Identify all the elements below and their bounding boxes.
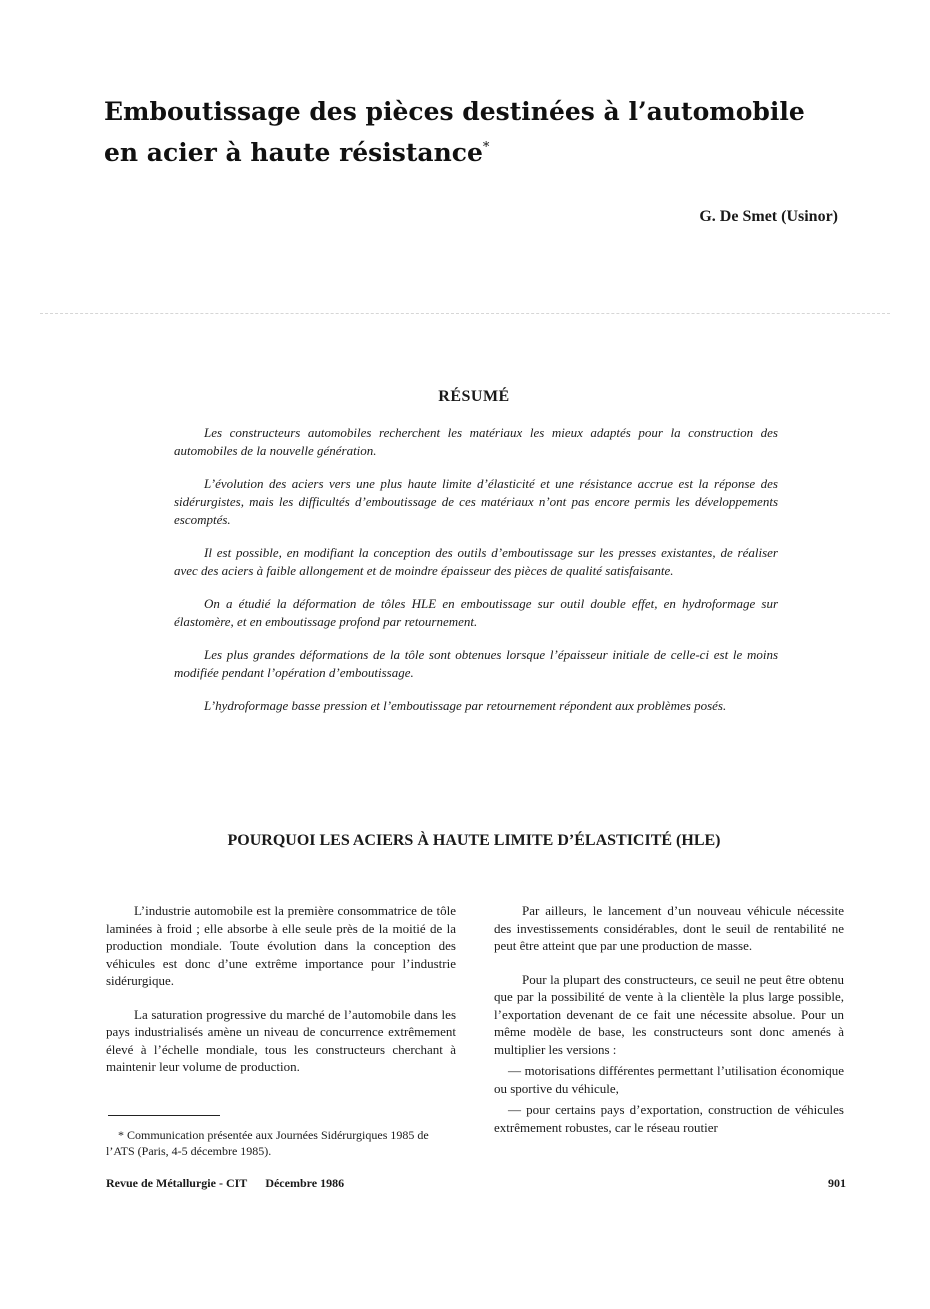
body-paragraph: Par ailleurs, le lancement d’un nouveau véhicule nécessite des investissements considérables, dont le seuil de rentabilité ne peut être atteint que par une production de masse. — [494, 903, 844, 953]
abstract-body — [174, 424, 778, 730]
title-line-2: en acier à haute résistance — [104, 138, 483, 167]
abstract-paragraph: Les plus grandes déformations de la tôle sont obtenues lorsque l’épaisseur initiale de celle-ci est le moins modifiée pendant l’opération d’emboutissage. — [174, 647, 778, 680]
footnote: * Communication présentée aux Journées Sidérurgiques 1985 de l’ATS (Paris, 4-5 décembre 1985). — [106, 1128, 429, 1158]
footnote-divider — [108, 1115, 220, 1116]
left-column — [106, 902, 456, 1092]
abstract-paragraph: Les constructeurs automobiles recherchent les matériaux les mieux adaptés pour la construction des automobiles de la nouvelle génération. — [174, 425, 778, 458]
header-divider — [40, 313, 890, 314]
list-item: — pour certains pays d’exportation, construction de véhicules extrêmement robustes, car le réseau routier — [494, 1102, 844, 1135]
abstract-paragraph: L’hydroformage basse pression et l’emboutissage par retournement répondent aux problèmes posés. — [204, 698, 727, 713]
abstract-paragraph: L’évolution des aciers vers une plus haute limite d’élasticité et une résistance accrue est la réponse des sidérurgistes, mais les difficultés d’emboutissage de ces matériaux n’ont pas encore permis les développements escomptés. — [174, 476, 778, 527]
section-heading: POURQUOI LES ACIERS À HAUTE LIMITE D’ÉLASTICITÉ (HLE) — [227, 832, 721, 849]
journal-footer — [106, 1176, 344, 1191]
issue-date: Décembre 1986 — [265, 1176, 345, 1190]
title-line-1: Emboutissage des pièces destinées à l’automobile — [104, 97, 805, 126]
body-paragraph: L’industrie automobile est la première consommatrice de tôle laminées à froid ; elle absorbe à elle seule près de la moitié de la production mondiale. Toute évolution dans la conception des véhicules est donc d’une extrême importance pour l’industrie sidérurgique. — [106, 903, 456, 988]
abstract-paragraph: On a étudié la déformation de tôles HLE en emboutissage sur outil double effet, en hydroformage sur élastomère, et en emboutissage profond par retournement. — [174, 596, 778, 629]
body-paragraph: La saturation progressive du marché de l’automobile dans les pays industrialisés amène un niveau de concurrence extrêmement élevé à l’échelle mondiale, tous les constructeurs cherchant à maintenir leur volume de production. — [106, 1006, 456, 1074]
author-byline: G. De Smet (Usinor) — [699, 208, 838, 225]
abstract-paragraph: Il est possible, en modifiant la conception des outils d’emboutissage sur les presses existantes, de réaliser avec des aciers à faible allongement et de moindre épaisseur des pièces de qualité satisfaisante. — [174, 545, 778, 578]
body-paragraph: Pour la plupart des constructeurs, ce seuil ne peut être obtenu que par la possibilité de vente à la clientèle la plus large possible, l’exportation devenant de ce fait une nécessite absolue. Pour un même modèle de base, les constructeurs sont donc amenés à multiplier les versions : — [494, 971, 844, 1057]
list-item: — motorisations différentes permettant l’utilisation économique ou sportive du véhicule, — [494, 1063, 844, 1096]
page-number: 901 — [828, 1176, 846, 1190]
journal-name: Revue de Métallurgie - CIT — [106, 1176, 248, 1190]
abstract-heading: RÉSUMÉ — [438, 388, 510, 405]
article-title — [104, 94, 864, 171]
title-footnote-mark: * — [482, 140, 490, 155]
right-column — [494, 902, 844, 1140]
